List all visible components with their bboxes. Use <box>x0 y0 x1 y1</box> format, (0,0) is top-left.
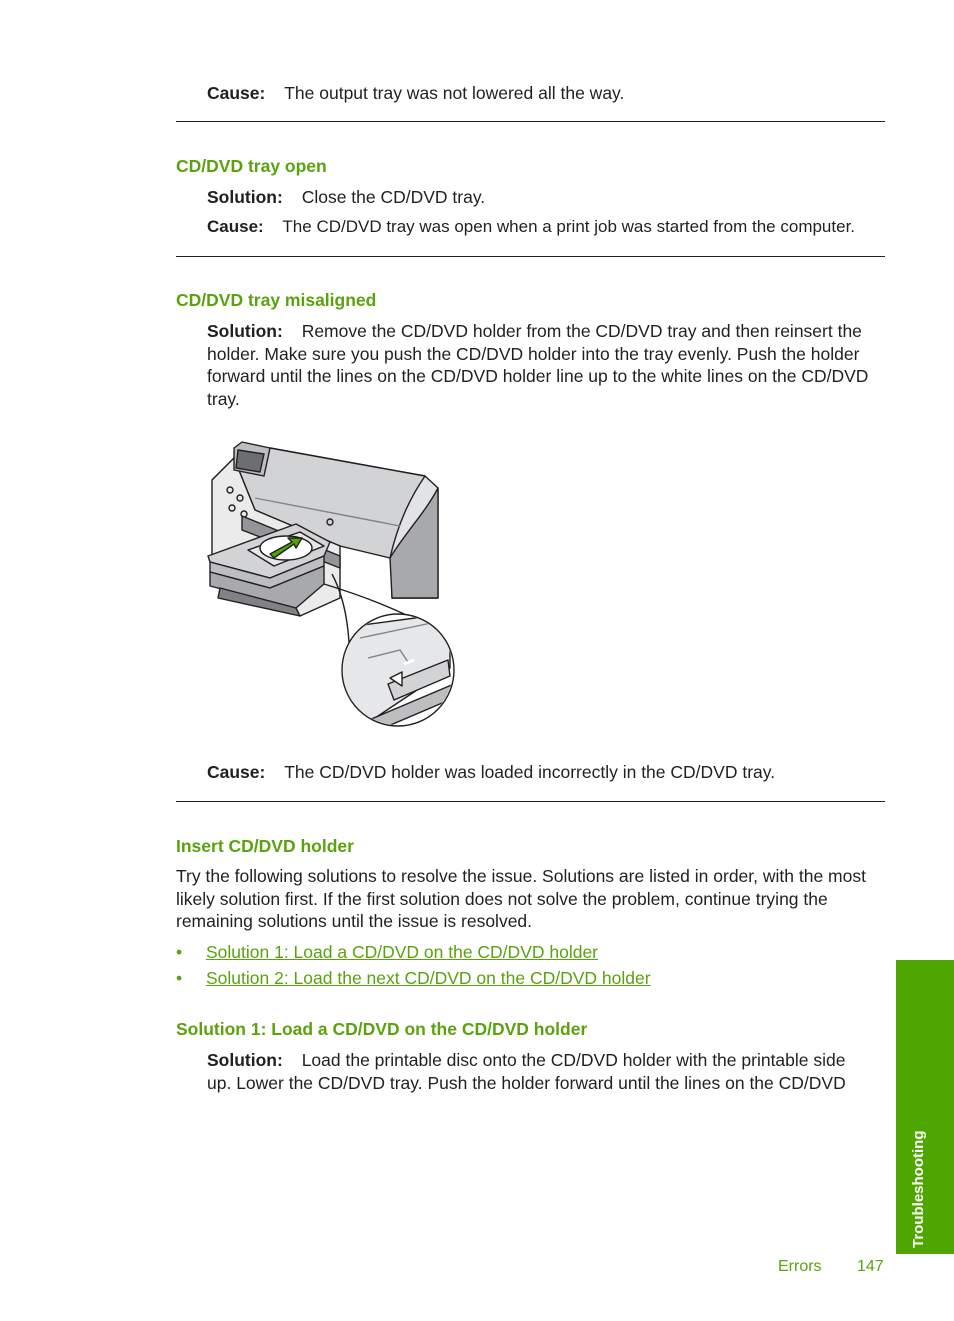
cause-output-tray <box>207 83 624 104</box>
solution-line: forward until the lines on the CD/DVD holder line up to the white lines on the CD/DVD <box>207 366 869 386</box>
heading-insert-cd-dvd-holder: Insert CD/DVD holder <box>176 836 354 856</box>
section-divider <box>176 801 885 802</box>
cause-tray-misaligned <box>207 762 775 783</box>
list-item <box>176 942 651 968</box>
printer-illustration <box>200 438 462 730</box>
side-tab-label: Troubleshooting <box>910 1130 927 1248</box>
footer-page-number: 147 <box>857 1258 884 1275</box>
solution-line: up. Lower the CD/DVD tray. Push the holder forward until the lines on the CD/DVD <box>207 1072 846 1093</box>
intro-line: Try the following solutions to resolve the issue. Solutions are listed in order, with the most <box>176 866 866 886</box>
solution-line: tray. <box>207 388 240 409</box>
bullet: • <box>176 942 183 962</box>
solution-tray-open <box>207 187 485 208</box>
cause-label: Cause: <box>207 217 264 236</box>
cause-label: Cause: <box>207 762 266 782</box>
section-divider <box>176 121 885 122</box>
heading-solution-1: Solution 1: Load a CD/DVD on the CD/DVD holder <box>176 1019 588 1039</box>
heading-cd-dvd-tray-open: CD/DVD tray open <box>176 156 327 176</box>
solution-line: holder. Make sure you push the CD/DVD holder into the tray evenly. Push the holder <box>207 343 860 364</box>
solution-1-text <box>207 1049 846 1094</box>
solution-line <box>207 320 887 343</box>
solution-link-list <box>176 942 651 994</box>
solution-line <box>207 1049 846 1072</box>
footer-section: Errors <box>778 1258 822 1275</box>
link-solution-1[interactable]: Solution 1: Load a CD/DVD on the CD/DVD holder <box>206 942 599 962</box>
solution-text: Remove the CD/DVD holder from the CD/DVD tray and then reinsert the <box>301 321 862 341</box>
cause-tray-open <box>207 217 855 237</box>
section-divider <box>176 256 885 257</box>
solution-text: Load the printable disc onto the CD/DVD holder with the printable side <box>301 1050 846 1070</box>
solution-text: Close the CD/DVD tray. <box>301 187 486 207</box>
bullet: • <box>176 968 183 988</box>
intro-line: likely solution first. If the first solution does not solve the problem, continue trying the <box>176 888 828 909</box>
cause-text: The output tray was not lowered all the way. <box>284 83 625 103</box>
list-item <box>176 968 651 994</box>
solution-label: Solution: <box>207 187 283 207</box>
intro-paragraph <box>176 865 866 933</box>
cause-text: The CD/DVD tray was open when a print job was started from the computer. <box>282 217 856 236</box>
solution-label: Solution: <box>207 1050 283 1070</box>
intro-line: remaining solutions until the issue is resolved. <box>176 911 533 931</box>
heading-cd-dvd-tray-misaligned: CD/DVD tray misaligned <box>176 290 377 310</box>
solution-tray-misaligned <box>207 320 887 410</box>
cause-label: Cause: <box>207 83 266 103</box>
cause-text: The CD/DVD holder was loaded incorrectly in the CD/DVD tray. <box>284 762 776 782</box>
link-solution-2[interactable]: Solution 2: Load the next CD/DVD on the CD/DVD holder <box>206 968 651 988</box>
solution-label: Solution: <box>207 321 283 341</box>
